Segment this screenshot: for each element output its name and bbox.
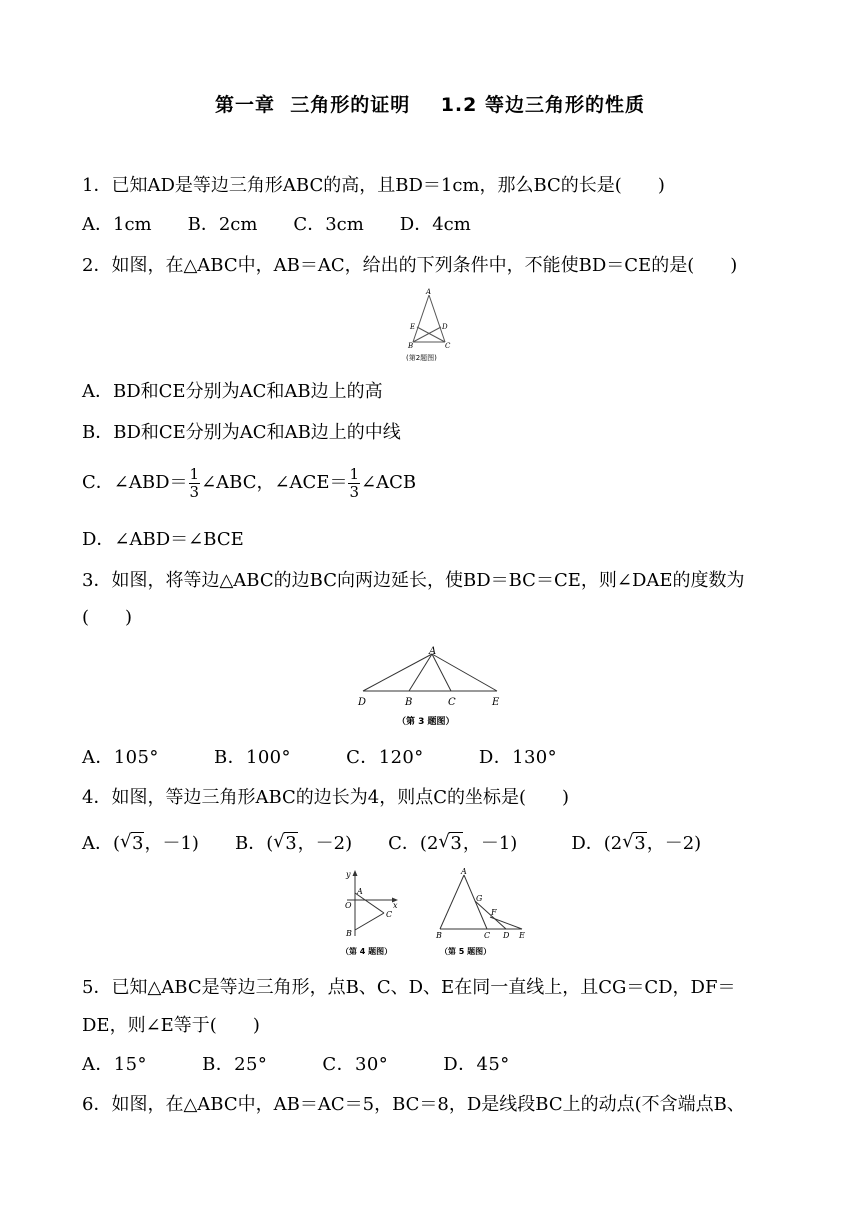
question-2-stem: 2．如图，在△ABC中，AB＝AC，给出的下列条件中，不能使BD＝CE的是( ): [82, 255, 738, 276]
q4-option-b: B．( √ 3，－2): [234, 831, 353, 854]
fig3-label-c: C: [448, 697, 456, 708]
option-c-mid: ∠ABC，∠ACE＝: [201, 472, 348, 493]
option-c-suffix: ∠ACB: [361, 472, 417, 493]
fig2-label-a: A: [426, 288, 432, 296]
fig3-caption: （第 3 题图）: [397, 717, 455, 727]
sqrt-3-b: √ 3: [273, 831, 297, 854]
question-3-stem-cont: ( ): [82, 607, 133, 628]
q4-option-a: A．( √ 3，－1): [82, 831, 199, 854]
question-2-figure: [400, 290, 460, 364]
option-c-prefix: C．∠ABD＝: [82, 472, 188, 493]
sqrt-3-c: √ 3: [438, 831, 462, 854]
question-3-options: A．105° B．100° C．120° D．130°: [82, 747, 558, 768]
question-5-stem-cont: DE，则∠E等于( ): [82, 1015, 260, 1036]
fig2-label-d: D: [442, 323, 448, 331]
fig3-label-d: D: [358, 697, 367, 708]
fig5-label-e: E: [519, 931, 525, 940]
question-6-stem: 6．如图，在△ABC中，AB＝AC＝5，BC＝8，D是线段BC上的动点(不含端点B、: [82, 1094, 745, 1115]
question-1-stem: 1．已知AD是等边三角形ABC的高，且BD＝1cm，那么BC的长是( ): [82, 175, 665, 196]
question-1-options: A．1cm B．2cm C．3cm D．4cm: [82, 214, 471, 235]
fig5-label-b: B: [436, 931, 442, 940]
question-2-option-c: [82, 463, 416, 503]
sqrt-3-d: √ 3: [622, 831, 646, 854]
fig3-label-a: A: [429, 646, 437, 657]
fig4-label-b: B: [346, 929, 352, 938]
fig4-label-a: A: [357, 887, 363, 896]
question-3-stem: 3．如图，将等边△ABC的边BC向两边延长，使BD＝BC＝CE，则∠DAE的度数为: [82, 570, 745, 591]
question-4-stem: 4．如图，等边三角形ABC的边长为4，则点C的坐标是( ): [82, 787, 570, 808]
question-2-option-a: A．BD和CE分别为AC和AB边上的高: [82, 381, 383, 402]
question-2-option-b: B．BD和CE分别为AC和AB边上的中线: [82, 422, 401, 443]
fig3-label-e: E: [492, 697, 500, 708]
fraction-one-third-2: $\frac{1}{3}$: [349, 464, 360, 501]
fig3-label-b: B: [405, 697, 413, 708]
question-5-figure: [432, 866, 532, 960]
fig5-label-f: F: [491, 908, 497, 917]
fig2-label-c: C: [445, 342, 451, 350]
q4-option-d: D．(2 √ 3，－2): [571, 831, 702, 854]
question-5-stem: 5．已知△ABC是等边三角形，点B、C、D、E在同一直线上，且CG＝CD，DF＝: [82, 977, 736, 998]
fig5-label-a: A: [461, 867, 467, 876]
q4-option-c: C．(2 √ 3，－1): [388, 831, 518, 854]
question-2-option-d: D．∠ABD＝∠BCE: [82, 529, 244, 550]
fig2-caption: (第2题图): [406, 354, 437, 362]
question-4-options: [82, 832, 701, 856]
fig2-label-b: B: [408, 342, 414, 350]
question-4-figure: [337, 868, 407, 960]
question-3-figure: [355, 646, 505, 730]
fraction-one-third-1: $\frac{1}{3}$: [189, 464, 200, 501]
fig5-caption: （第 5 题图）: [440, 947, 492, 956]
fig2-label-e: E: [410, 323, 416, 331]
fig5-label-c: C: [484, 931, 491, 940]
fig4-caption: （第 4 题图）: [341, 947, 393, 956]
page-title: 第一章 三角形的证明 1.2 等边三角形的性质: [215, 94, 645, 116]
fig4-label-c: C: [386, 910, 393, 919]
fig4-label-y: y: [346, 870, 351, 879]
sqrt-3-a: √ 3: [120, 831, 144, 854]
fig5-label-g: G: [476, 894, 483, 903]
fig5-label-d: D: [503, 931, 510, 940]
fig4-label-o: O: [345, 901, 352, 910]
fig4-label-x: x: [393, 901, 398, 910]
question-5-options: A．15° B．25° C．30° D．45°: [82, 1054, 510, 1075]
